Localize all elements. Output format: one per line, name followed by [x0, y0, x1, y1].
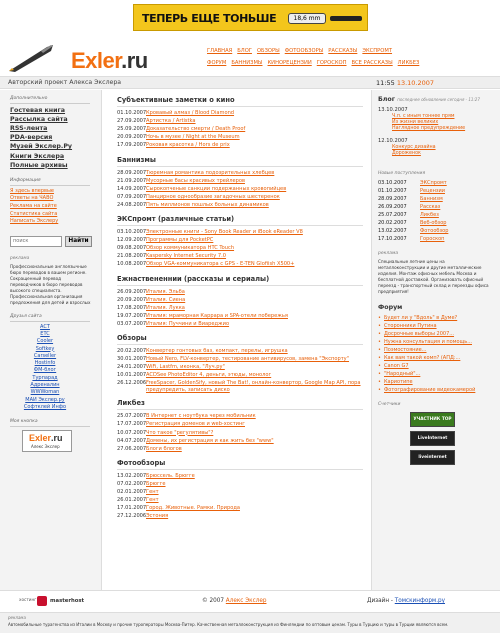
new-date: 20.02.2007: [378, 219, 407, 226]
content-block: [107, 459, 363, 521]
item-link[interactable]: Роковая красотка / Hors de prix: [146, 142, 230, 149]
list-item: [107, 512, 363, 520]
item-link[interactable]: Ночь в музее / Night at the Museum: [146, 134, 240, 141]
info-link[interactable]: Статистика сайта: [10, 210, 58, 217]
item-link[interactable]: Сырокопченые санкции подержанных кровопийцев: [146, 185, 287, 192]
friend-link[interactable]: МАИ Экслер.ру: [25, 396, 65, 403]
nav-link[interactable]: ВСЕ РАССКАЗЫ: [351, 60, 393, 67]
list-item: [107, 252, 363, 260]
item-link[interactable]: FreeSpacer, GoldenSify, новый The Bat!, онлайн-конвертор, Google Map API, пора предупредить, записать диско: [146, 380, 361, 393]
new-link[interactable]: Рецензии: [420, 187, 445, 194]
forum-link[interactable]: Досрочные выборы 2007...: [384, 331, 455, 338]
list-item: [107, 260, 363, 268]
item-link[interactable]: Гент: [146, 489, 159, 496]
item-date: 17.07.2007: [117, 421, 147, 428]
item-date: 17.09.2007: [117, 142, 147, 149]
list-item: [107, 504, 363, 512]
block-title: Фотообзоры: [117, 459, 363, 470]
copyright: © 2007 Алекс Экслер: [202, 598, 267, 604]
item-date: 27.06.2007: [117, 445, 147, 452]
friend-link[interactable]: WWWoman: [30, 389, 60, 396]
forum-item: [378, 330, 500, 338]
counters: [372, 412, 500, 465]
blog-title: Блог последнее обновление сегодня - 11:27: [378, 96, 480, 103]
item-date: 17.01.2007: [117, 505, 147, 512]
masterhost-icon[interactable]: [37, 596, 47, 606]
bottom-ad-label: реклама: [8, 615, 26, 620]
item-date: 04.07.2007: [117, 437, 147, 444]
block-title: Субъективные заметки о кино: [117, 96, 363, 107]
list-item: [107, 228, 363, 236]
item-date: 09.08.2007: [117, 245, 147, 252]
bullet-icon: •: [378, 315, 381, 322]
forum-item: [378, 386, 500, 394]
item-link[interactable]: Обзор VGA-коммуникатора с GPS - E-TEN Glofiish X500+: [146, 261, 295, 268]
sidebar-link[interactable]: Музей Экслер.Ру: [10, 143, 73, 151]
forum-link[interactable]: Canon G7: [384, 363, 409, 370]
masterhost-link[interactable]: masterhost: [50, 598, 85, 604]
item-link[interactable]: Кровавый алмаз / Blood Diamond: [146, 110, 235, 117]
item-date: 07.02.2007: [117, 480, 147, 487]
item-link[interactable]: Конвертер гонтовых баз, компакт, перелы, игрушка: [146, 348, 288, 355]
list-item: [107, 185, 363, 193]
info-link[interactable]: Ответы на ЧАВО: [10, 195, 54, 202]
forum-link[interactable]: Фотографирование видеокамерой: [384, 387, 476, 394]
forum-link[interactable]: Кариотипе: [384, 379, 413, 386]
list-item: [107, 437, 363, 445]
friend-link[interactable]: Адреналин: [30, 381, 60, 388]
forum-item: [378, 370, 500, 378]
top-navigation: [207, 48, 420, 72]
list-item: [107, 420, 363, 428]
bullet-icon: •: [378, 331, 381, 338]
counter-badge[interactable]: LiveInternet: [410, 431, 455, 446]
item-link[interactable]: Пять миллионов пошлых больных динамиков: [146, 201, 269, 208]
item-date: 01.10.2007: [117, 110, 147, 117]
info-title: Информация: [10, 178, 90, 186]
list-item: [107, 412, 363, 420]
nav-link[interactable]: ГОРОСКОП: [316, 60, 347, 67]
bullet-icon: •: [378, 363, 381, 370]
new-link[interactable]: Веб-обзор: [420, 219, 447, 226]
info-link[interactable]: Реклама на сайте: [10, 202, 57, 209]
right-ad-label: реклама: [378, 250, 399, 256]
item-date: 19.07.2007: [117, 312, 147, 319]
item-link[interactable]: Гент: [146, 497, 159, 504]
blog-entries: [372, 107, 500, 163]
item-date: 24.01.2007: [117, 364, 147, 371]
block-title: ЭКСпромт (различные статьи): [117, 215, 363, 226]
item-date: 26.01.2007: [117, 497, 147, 504]
item-link[interactable]: Электронные книги - Sony Book Reader и iBook eReader V8: [146, 229, 303, 236]
item-date: 20.02.2007: [117, 348, 147, 355]
hosting-label: хостинг: [19, 597, 37, 602]
friend-link[interactable]: Турпарад: [32, 374, 58, 381]
new-date: 28.09.2007: [378, 195, 407, 202]
designer-link[interactable]: Томскинформ.ру: [394, 598, 445, 604]
bullet-icon: •: [378, 387, 381, 394]
item-link[interactable]: Новый Nero, FLV-конвертер, тестирование антивирусов, замена "Экспорту": [146, 356, 350, 363]
item-date: 07.09.2007: [117, 193, 147, 200]
nav-link[interactable]: ФОРУМ: [207, 60, 227, 67]
item-link[interactable]: Италия: Пуччини и Виареджио: [146, 320, 230, 327]
item-link[interactable]: Эстония: [146, 513, 169, 520]
new-link[interactable]: Рассказ: [420, 203, 441, 210]
block-title: Обзоры: [117, 334, 363, 345]
bullet-icon: •: [378, 379, 381, 386]
info-link[interactable]: Я здесь впервые: [10, 187, 54, 194]
sidebar-link[interactable]: Гостевая книга: [10, 107, 66, 115]
bullet-icon: •: [378, 323, 381, 330]
friend-link[interactable]: Hostinfo: [34, 360, 56, 367]
site-tagline: Авторский проект Алекса Экслера: [8, 79, 122, 86]
block-title: Ежнаствененнии (рассказы и сериалы): [117, 275, 363, 286]
list-item: [107, 296, 363, 304]
content-block: [107, 399, 363, 453]
friend-link[interactable]: Carseller: [33, 352, 57, 359]
nav-link[interactable]: КИНОРЕЦЕНЗИИ: [267, 60, 312, 67]
list-item: [107, 355, 363, 363]
forum-link[interactable]: "Народный"...: [384, 371, 421, 378]
banner-text: ТЕПЕРЬ ЕЩЕ ТОНЬШЕ: [142, 12, 277, 25]
spacer: [372, 158, 500, 163]
item-link[interactable]: Kaspersky Internet Security 7.0: [146, 253, 227, 260]
item-date: 12.09.2007: [117, 237, 147, 244]
friends-title: Друзья сайта: [10, 314, 90, 322]
item-date: 20.09.2007: [117, 134, 147, 141]
new-date: 17.10.2007: [378, 235, 407, 242]
forum-item: [378, 378, 500, 386]
search-input[interactable]: [10, 236, 62, 247]
counter-badge[interactable]: liveinternet: [410, 450, 455, 465]
item-date: 17.08.2007: [117, 304, 147, 311]
forum-item: [378, 346, 500, 354]
my-button-title: Моя кнопка: [10, 419, 90, 427]
list-item: [107, 472, 363, 480]
blog-link[interactable]: Дороженок: [392, 151, 421, 157]
sidebar-link[interactable]: RSS-лента: [10, 125, 48, 133]
list-item: [107, 244, 363, 252]
forum-link[interactable]: Будет ли у "Вдоль" в Думе?: [384, 315, 458, 322]
list-item: [107, 380, 363, 393]
forum-item: [378, 354, 500, 362]
nav-link[interactable]: БАННИЗМЫ: [231, 60, 263, 67]
mini-logo-button[interactable]: Exler.ru Алекс Экслер: [22, 430, 72, 452]
content-block: [107, 156, 363, 210]
item-date: 27.09.2007: [117, 118, 147, 125]
new-item: [378, 203, 500, 211]
bullet-icon: •: [378, 355, 381, 362]
item-date: 25.09.2007: [117, 126, 147, 133]
list-item: [107, 125, 363, 133]
author-link[interactable]: Алекс Экслер: [225, 598, 267, 604]
forum-title: Форум: [378, 303, 403, 311]
list-item: [107, 117, 363, 125]
content-block: [107, 96, 363, 150]
new-link[interactable]: Фотообзор: [420, 227, 449, 234]
sidebar-link[interactable]: PDA-версия: [10, 134, 53, 142]
clock-date: 13.10.2007: [396, 79, 435, 87]
new-item: [378, 187, 500, 195]
item-date: 24.08.2007: [117, 201, 147, 208]
new-title: Новые поступления: [378, 170, 426, 176]
list-item: [107, 177, 363, 185]
nav-link[interactable]: ЛИКБЕЗ: [397, 60, 420, 67]
clock-time: 11:55: [376, 79, 395, 87]
forum-link[interactable]: Как вам такой комп? (АПД:...: [384, 355, 461, 362]
item-link[interactable]: В Интернет с ноутбука через мобильник: [146, 413, 256, 420]
right-sidebar: [371, 90, 500, 590]
new-date: 13.02.2007: [378, 227, 407, 234]
extra-links: [0, 106, 101, 170]
design-credit: Дизайн - Томскинформ.ру: [367, 598, 445, 604]
new-date: 03.10.2007: [378, 179, 407, 186]
new-link[interactable]: Ликбез: [420, 211, 439, 218]
blog-date: 13.10.2007: [378, 106, 408, 113]
item-date: 28.09.2007: [117, 169, 147, 176]
block-title: Баннизмы: [117, 156, 363, 167]
new-date: 25.07.2007: [378, 211, 407, 218]
list-item: [107, 169, 363, 177]
new-items: [372, 179, 500, 243]
item-date: 26.12.2006: [117, 380, 147, 387]
list-item: [107, 488, 363, 496]
item-link[interactable]: Домены, их регистрация и как жить без "www": [146, 437, 274, 444]
new-link[interactable]: Баннизм: [420, 195, 443, 202]
blog-link[interactable]: Наглядное предупреждение: [392, 126, 466, 132]
new-date: 01.10.2007: [378, 187, 407, 194]
content-block: [107, 275, 363, 329]
new-item: [378, 211, 500, 219]
item-date: 03.07.2007: [117, 320, 147, 327]
item-link[interactable]: Что такое "регулятивы"?: [146, 429, 214, 436]
item-date: 30.01.2007: [117, 356, 147, 363]
content-block: [107, 334, 363, 393]
list-item: [107, 288, 363, 296]
sidebar-link[interactable]: Книги Экслера: [10, 152, 65, 160]
item-link[interactable]: ACDSee PhotoEditor 4, деньги, этюды, монолог: [146, 372, 272, 379]
item-date: 10.01.2007: [117, 372, 147, 379]
item-link[interactable]: Доказательство смерти / Death Proof: [146, 126, 246, 133]
search-form: [10, 236, 101, 247]
list-item: [107, 236, 363, 244]
friend-link[interactable]: Софтклей Инфо: [23, 403, 67, 410]
item-link[interactable]: WiFi, Lastfm, иконка, "Луч.ру": [146, 364, 225, 371]
item-date: 03.10.2007: [117, 229, 147, 236]
info-links: [0, 188, 101, 226]
new-link[interactable]: Гороскоп: [420, 235, 445, 242]
item-link[interactable]: Тюремная романтика подозрительных хлебцев: [146, 169, 275, 176]
phone-icon: [330, 16, 362, 21]
list-item: [107, 371, 363, 379]
list-item: [107, 320, 363, 328]
new-item: [378, 235, 500, 243]
friend-link[interactable]: ETC: [40, 330, 50, 337]
main-content: [107, 96, 363, 526]
item-date: 21.08.2007: [117, 253, 147, 260]
friends-links: [0, 324, 101, 412]
left-sidebar: [0, 90, 102, 590]
top-banner[interactable]: [133, 4, 368, 31]
item-date: 25.07.2007: [117, 413, 147, 420]
item-link[interactable]: Брюссель. Брюгге: [146, 472, 195, 479]
new-item: [378, 195, 500, 203]
list-item: [107, 133, 363, 141]
new-item: [378, 219, 500, 227]
item-link[interactable]: Италия: мраморная Каррара и SPA-отели побережья: [146, 312, 288, 319]
new-link[interactable]: ЭКСпромт: [420, 179, 447, 186]
list-item: [107, 141, 363, 149]
nav-link[interactable]: РАССКАЗЫ: [328, 48, 358, 54]
blog-link[interactable]: Ч.п. с иным тоннее прям: [392, 113, 455, 119]
friend-link[interactable]: ACT: [40, 323, 50, 330]
item-date: 10.07.2007: [117, 429, 147, 436]
nav-link[interactable]: БЛОГ: [237, 48, 252, 54]
block-title: Ликбез: [117, 399, 363, 410]
item-link[interactable]: Панцирное однообразие загадочных шестеренок: [146, 193, 280, 200]
banner-pill: 18,6 mm: [288, 13, 326, 24]
blog-link[interactable]: Конкурс дизайна: [392, 144, 436, 150]
list-item: [107, 109, 363, 117]
forum-item: [378, 322, 500, 330]
item-date: 02.01.2007: [117, 489, 147, 496]
item-link[interactable]: Артистка / Artistka: [146, 118, 196, 125]
friend-link[interactable]: Softkey: [35, 345, 55, 352]
list-item: [107, 429, 363, 437]
forum-link[interactable]: Нужна консультация и помощь...: [384, 339, 472, 346]
item-link[interactable]: Обзор коммуникатора HTC Touch: [146, 245, 235, 252]
blog-date: 12.10.2007: [378, 137, 408, 144]
list-item: [107, 304, 363, 312]
new-item: [378, 227, 500, 235]
extra-title: Дополнительно: [10, 96, 90, 104]
item-link[interactable]: Италия. Сиена: [146, 296, 186, 303]
bottom-ad: [0, 612, 500, 633]
list-item: [107, 496, 363, 504]
item-date: 20.09.2007: [117, 296, 147, 303]
new-item: [378, 179, 500, 187]
item-date: 26.09.2007: [117, 288, 147, 295]
counters-title: Счетчики: [378, 402, 401, 408]
forum-item: [378, 314, 500, 322]
counter-badge[interactable]: УЧАСТНИК TOP: [410, 412, 455, 427]
nav-link[interactable]: ОБЗОРЫ: [256, 48, 280, 54]
bullet-icon: •: [378, 339, 381, 346]
site-logo[interactable]: Exler.ru: [71, 48, 148, 73]
item-link[interactable]: Мусорные басы красивых трейлеров: [146, 177, 245, 184]
item-link[interactable]: Программы для PocketPC: [146, 237, 214, 244]
item-date: 27.12.2006: [117, 513, 147, 520]
clock: [376, 79, 434, 88]
friend-link[interactable]: Cooler: [36, 338, 54, 345]
nav-link[interactable]: ЭКСПРОМТ: [362, 48, 393, 54]
forum-item: [378, 338, 500, 346]
sidebar-link[interactable]: Полные архивы: [10, 161, 68, 169]
list-item: [107, 193, 363, 201]
bullet-icon: •: [378, 371, 381, 378]
item-date: 10.08.2007: [117, 261, 147, 268]
item-link[interactable]: Брюгге: [146, 480, 166, 487]
blog-link[interactable]: Из жизни великих: [392, 119, 439, 125]
sidebar-link[interactable]: Рассылка сайта: [10, 116, 68, 124]
ad-label: реклама: [10, 255, 30, 261]
item-date: 21.09.2007: [117, 177, 147, 184]
forum-list: [372, 314, 500, 394]
content-block: [107, 215, 363, 269]
info-link[interactable]: Написать Экслеру: [10, 218, 59, 225]
forum-item: [378, 362, 500, 370]
item-link[interactable]: Блоги блогов: [146, 445, 182, 452]
ad-text[interactable]: Профессиональные англоязычные бюро переводов в вашем регионе. Сокращенный перевод переводчиков в бюро переводов высокого специалиста. Профессиональная организация предложения для детей и взрослых: [10, 263, 91, 305]
bullet-icon: •: [378, 347, 381, 354]
nav-link[interactable]: ФОТООБЗОРЫ: [284, 48, 324, 54]
list-item: [107, 201, 363, 209]
item-link[interactable]: Регистрация доменов и web-хостинг: [146, 421, 245, 428]
item-link[interactable]: Город. Животные. Рамки. Природа: [146, 505, 240, 512]
list-item: [107, 363, 363, 371]
forum-link[interactable]: Поэмостояние...: [384, 347, 427, 354]
item-date: 14.09.2007: [117, 185, 147, 192]
right-ad-text[interactable]: Специальные летние цены на металлоконструкции и другие металлические изделия. Монтаж офисных мебель Москва и бесплатной доставкой. Организовать офисный переезд - транспортный склад и переезды офиса предприятия!: [378, 258, 489, 294]
forum-link[interactable]: Сторонники Путина: [384, 323, 437, 330]
list-item: [107, 347, 363, 355]
search-button[interactable]: Найти: [65, 236, 92, 247]
pen-icon: [7, 41, 57, 73]
friend-link[interactable]: ФМ-блог: [33, 367, 57, 374]
list-item: [107, 312, 363, 320]
item-link[interactable]: Италия. Эльба: [146, 288, 185, 295]
item-date: 13.02.2007: [117, 472, 147, 479]
list-item: [107, 480, 363, 488]
list-item: [107, 445, 363, 453]
bottom-ad-text[interactable]: Автомобильные турагенства из Италии в Москву и прочие туроператоры Москва-Питер. Качественная металлоконструкция из Финляндии по оптовым ценам. Туры в Турцию и туры в Турции являются всем.: [8, 622, 449, 627]
nav-link[interactable]: ГЛАВНАЯ: [207, 48, 233, 54]
item-link[interactable]: Италия. Лукка: [146, 304, 185, 311]
new-date: 26.09.2007: [378, 203, 407, 210]
